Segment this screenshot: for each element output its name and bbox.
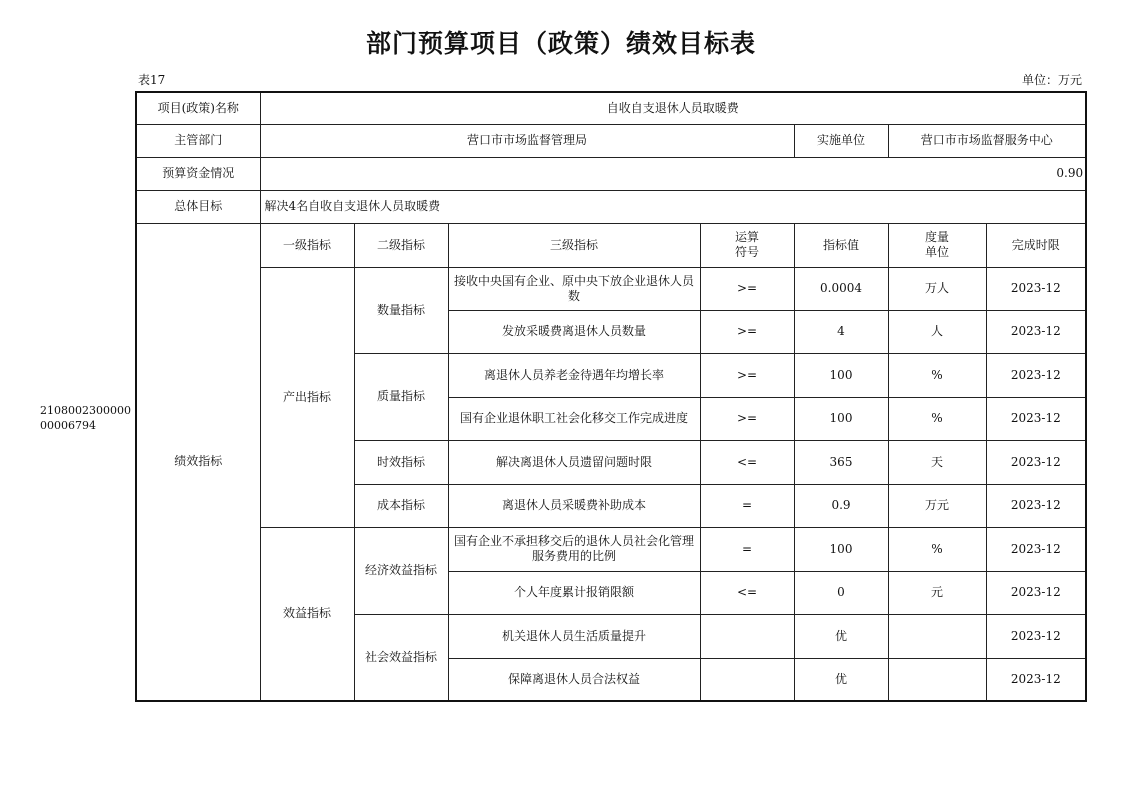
- impl-label: 实施单位: [794, 124, 888, 157]
- group-timeliness: 时效指标: [354, 440, 448, 484]
- header-operator: [700, 223, 794, 267]
- row-unit: %: [888, 353, 986, 397]
- project-code: 210800230000000006794: [40, 404, 131, 432]
- header-unit-text: 度量单位: [924, 230, 949, 259]
- row-op: =: [700, 484, 794, 527]
- unit-label: 单位：万元: [1021, 73, 1082, 87]
- header-unit: [888, 223, 986, 267]
- table-row: [136, 124, 1086, 157]
- table-row: [136, 92, 1086, 124]
- row-name: 个人年度累计报销限额: [448, 571, 700, 614]
- row-deadline: 2023-12: [986, 484, 1086, 527]
- table-row: [136, 190, 1086, 223]
- row-unit: [888, 658, 986, 701]
- row-value: 100: [794, 527, 888, 571]
- group-output: 产出指标: [260, 267, 354, 527]
- header-deadline: 完成时限: [986, 223, 1086, 267]
- table-row: [136, 267, 1086, 310]
- goal-value: 解决4名自收自支退休人员取暖费: [260, 190, 1086, 223]
- row-deadline: 2023-12: [986, 527, 1086, 571]
- table-number: 表17: [138, 73, 166, 87]
- row-name: 机关退休人员生活质量提升: [448, 614, 700, 658]
- header-value: 指标值: [794, 223, 888, 267]
- row-value: 4: [794, 310, 888, 353]
- row-deadline: 2023-12: [986, 397, 1086, 440]
- row-name: 离退休人员采暖费补助成本: [448, 484, 700, 527]
- row-deadline: 2023-12: [986, 614, 1086, 658]
- budget-value: 0.90: [260, 157, 1086, 190]
- row-name: 接收中央国有企业、原中央下放企业退休人员数: [448, 267, 700, 310]
- perf-label: 绩效指标: [136, 223, 260, 701]
- row-value: 0.0004: [794, 267, 888, 310]
- dept-label: 主管部门: [136, 124, 260, 157]
- header-level1: 一级指标: [260, 223, 354, 267]
- header-level2: 二级指标: [354, 223, 448, 267]
- group-quantity: 数量指标: [354, 267, 448, 353]
- group-benefit: 效益指标: [260, 527, 354, 701]
- table-row: [136, 157, 1086, 190]
- goal-label: 总体目标: [136, 190, 260, 223]
- row-op: [700, 614, 794, 658]
- group-economic: 经济效益指标: [354, 527, 448, 614]
- row-unit: 万元: [888, 484, 986, 527]
- row-name: 离退休人员养老金待遇年均增长率: [448, 353, 700, 397]
- row-deadline: 2023-12: [986, 267, 1086, 310]
- row-unit: 人: [888, 310, 986, 353]
- row-deadline: 2023-12: [986, 658, 1086, 701]
- row-value: 优: [794, 658, 888, 701]
- performance-table: [135, 91, 1087, 702]
- row-deadline: 2023-12: [986, 571, 1086, 614]
- row-deadline: 2023-12: [986, 310, 1086, 353]
- project-name-label: 项目(政策)名称: [136, 92, 260, 124]
- row-value: 365: [794, 440, 888, 484]
- table-row: [136, 527, 1086, 571]
- row-op: =: [700, 527, 794, 571]
- row-name: 发放采暖费离退休人员数量: [448, 310, 700, 353]
- group-cost: 成本指标: [354, 484, 448, 527]
- project-name-value: 自收自支退休人员取暖费: [260, 92, 1086, 124]
- row-unit: 天: [888, 440, 986, 484]
- impl-value: 营口市市场监督服务中心: [888, 124, 1086, 157]
- dept-value: 营口市市场监督管理局: [260, 124, 794, 157]
- group-social: 社会效益指标: [354, 614, 448, 701]
- row-op: >=: [700, 353, 794, 397]
- row-value: 优: [794, 614, 888, 658]
- row-unit: [888, 614, 986, 658]
- header-level3: 三级指标: [448, 223, 700, 267]
- row-unit: %: [888, 527, 986, 571]
- row-op: >=: [700, 397, 794, 440]
- row-value: 100: [794, 397, 888, 440]
- row-name: 国有企业不承担移交后的退休人员社会化管理服务费用的比例: [448, 527, 700, 571]
- row-deadline: 2023-12: [986, 353, 1086, 397]
- row-unit: %: [888, 397, 986, 440]
- row-name: 国有企业退休职工社会化移交工作完成进度: [448, 397, 700, 440]
- row-op: >=: [700, 310, 794, 353]
- row-op: >=: [700, 267, 794, 310]
- budget-label: 预算资金情况: [136, 157, 260, 190]
- row-deadline: 2023-12: [986, 440, 1086, 484]
- row-name: 保障离退休人员合法权益: [448, 658, 700, 701]
- row-op: <=: [700, 440, 794, 484]
- table-header-row: [136, 223, 1086, 267]
- row-unit: 元: [888, 571, 986, 614]
- row-unit: 万人: [888, 267, 986, 310]
- row-value: 0.9: [794, 484, 888, 527]
- header-operator-text: 运算符号: [734, 230, 759, 259]
- group-quality: 质量指标: [354, 353, 448, 440]
- row-name: 解决离退休人员遗留问题时限: [448, 440, 700, 484]
- row-value: 0: [794, 571, 888, 614]
- row-op: <=: [700, 571, 794, 614]
- row-op: [700, 658, 794, 701]
- row-value: 100: [794, 353, 888, 397]
- page-title: 部门预算项目（政策）绩效目标表: [365, 29, 756, 58]
